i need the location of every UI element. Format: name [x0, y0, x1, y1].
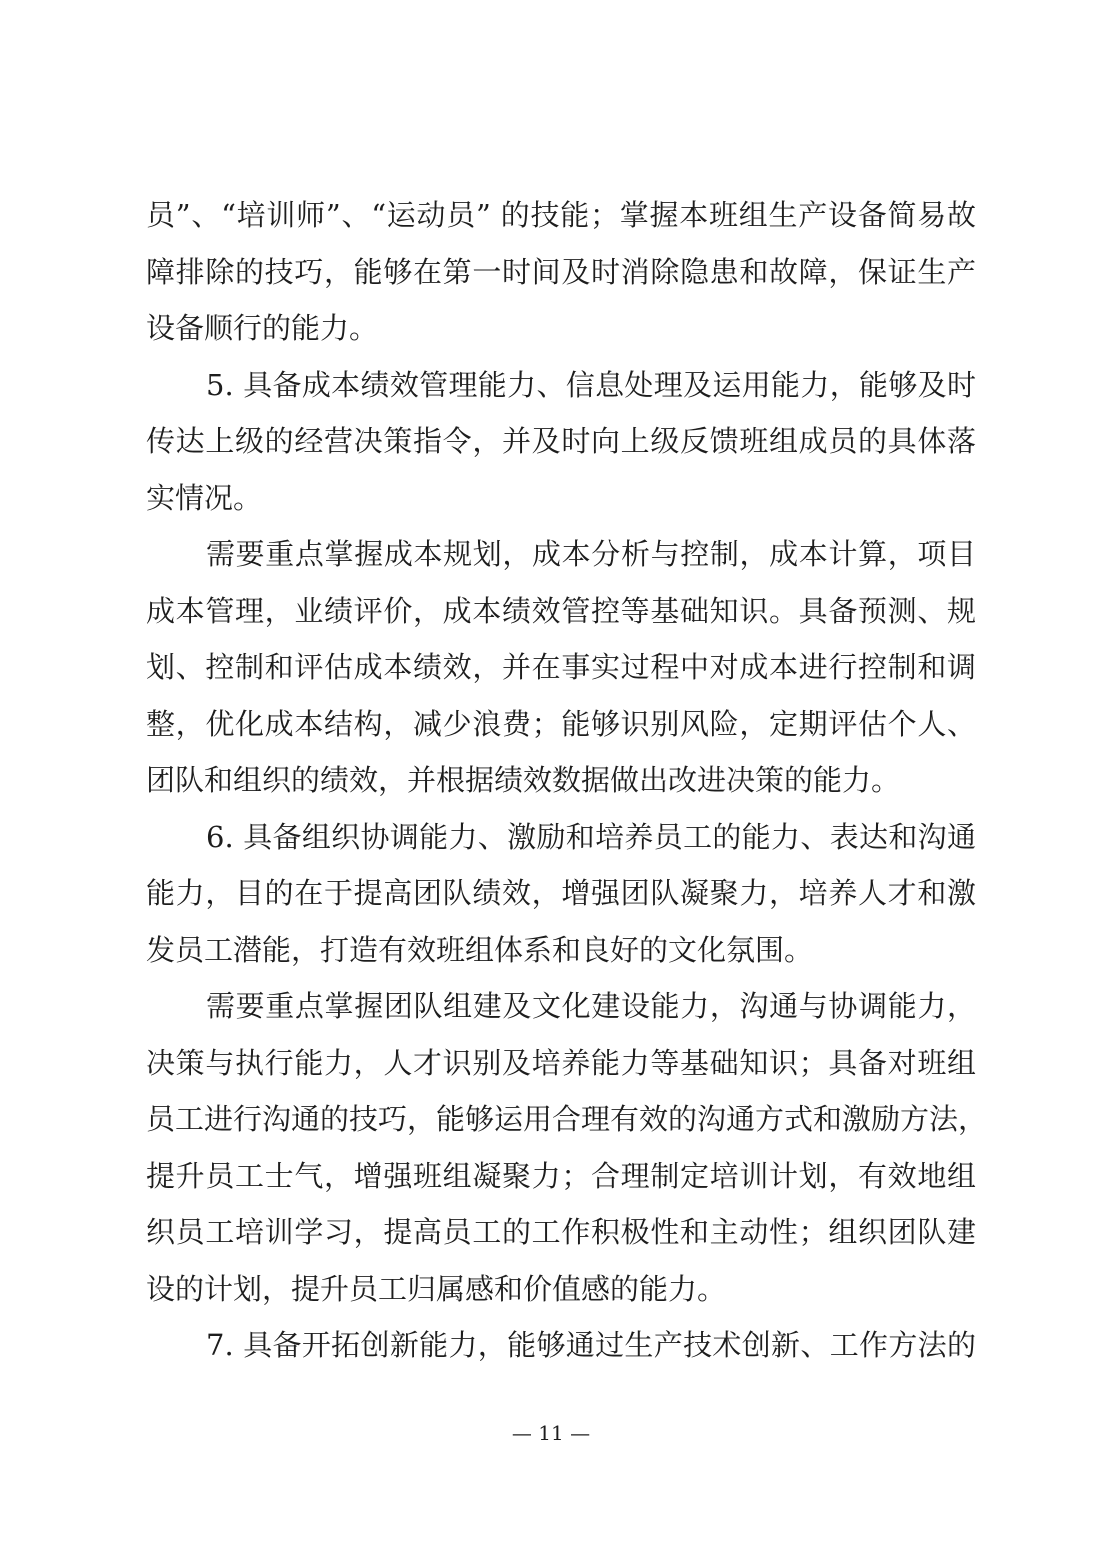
text-line: 需要重点掌握团队组建及文化建设能力，沟通与协调能力， — [206, 989, 976, 1023]
text-line: 整，优化成本结构，减少浪费；能够识别风险，定期评估个人、 — [146, 707, 976, 741]
text-line: 障排除的技巧，能够在第一时间及时消除隐患和故障，保证生产 — [146, 255, 976, 289]
text-line: 需要重点掌握成本规划，成本分析与控制，成本计算，项目 — [206, 537, 976, 571]
text-line: 团队和组织的绩效，并根据绩效数据做出改进决策的能力。 — [146, 763, 901, 797]
text-line: 设的计划，提升员工归属感和价值感的能力。 — [146, 1272, 727, 1306]
text-line: 发员工潜能，打造有效班组体系和良好的文化氛围。 — [146, 933, 814, 967]
text-line: 7. 具备开拓创新能力，能够通过生产技术创新、工作方法的 — [206, 1328, 976, 1362]
text-line: 员工进行沟通的技巧，能够运用合理有效的沟通方式和激励方法， — [146, 1102, 988, 1136]
text-line: 决策与执行能力，人才识别及培养能力等基础知识；具备对班组 — [146, 1046, 976, 1080]
text-line: 能力，目的在于提高团队绩效，增强团队凝聚力，培养人才和激 — [146, 876, 976, 910]
text-line: 提升员工士气，增强班组凝聚力；合理制定培训计划，有效地组 — [146, 1159, 976, 1193]
page-number: — 11 — — [511, 1421, 591, 1445]
text-line: 织员工培训学习，提高员工的工作积极性和主动性；组织团队建 — [146, 1215, 976, 1249]
text-line: 员”、“培训师”、“运动员” 的技能；掌握本班组生产设备简易故 — [146, 198, 976, 232]
text-line: 6. 具备组织协调能力、激励和培养员工的能力、表达和沟通 — [206, 820, 976, 854]
text-line: 划、控制和评估成本绩效，并在事实过程中对成本进行控制和调 — [146, 650, 976, 684]
text-line: 传达上级的经营决策指令，并及时向上级反馈班组成员的具体落 — [146, 424, 976, 458]
text-line: 成本管理，业绩评价，成本绩效管控等基础知识。具备预测、规 — [146, 594, 976, 628]
text-line: 实情况。 — [146, 481, 263, 515]
text-line: 5. 具备成本绩效管理能力、信息处理及运用能力，能够及时 — [206, 368, 976, 402]
text-line: 设备顺行的能力。 — [146, 311, 379, 345]
